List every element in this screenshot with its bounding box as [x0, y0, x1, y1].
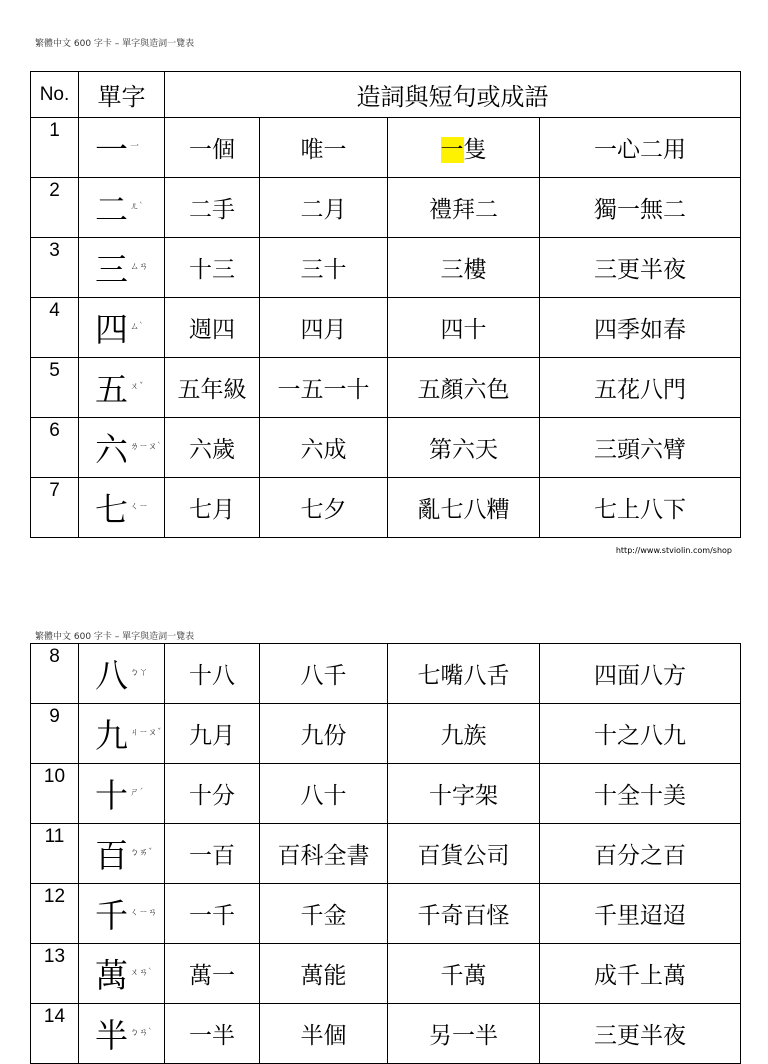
- phrase-cell: 一千: [165, 884, 260, 944]
- row-number: 10: [31, 764, 79, 824]
- phrase-cell: 禮拜二: [388, 178, 540, 238]
- vocab-character: [79, 764, 165, 824]
- character-glyph: 百: [95, 836, 128, 875]
- zhuyin-annotation: 一: [130, 142, 140, 152]
- table-row: [31, 478, 741, 538]
- phrase-cell: 二手: [165, 178, 260, 238]
- vocab-character: [79, 178, 165, 238]
- phrase-cell: 三頭六臂: [540, 418, 741, 478]
- character-glyph: 三: [95, 250, 128, 289]
- zhuyin-annotation: ㄙˋ: [130, 322, 144, 332]
- zhuyin-annotation: ㄙㄢ: [130, 262, 149, 272]
- phrase-cell: 十之八九: [540, 704, 741, 764]
- phrase-cell: 三樓: [388, 238, 540, 298]
- row-number: 2: [31, 178, 79, 238]
- row-number: 6: [31, 418, 79, 478]
- phrase-cell: 二月: [260, 178, 388, 238]
- phrase-cell: 四月: [260, 298, 388, 358]
- phrase-cell: 五花八門: [540, 358, 741, 418]
- character-glyph: 五: [95, 370, 128, 409]
- character-glyph: 十: [95, 776, 128, 815]
- phrase-cell: 十三: [165, 238, 260, 298]
- phrase-cell: 七月: [165, 478, 260, 538]
- row-number: 3: [31, 238, 79, 298]
- character-glyph: 一: [95, 130, 128, 169]
- phrase-cell: 一半: [165, 1004, 260, 1064]
- vocab-character: [79, 944, 165, 1004]
- page-header: 繁體中文 600 字卡 – 單字與造詞一覽表: [35, 632, 195, 642]
- phrase-cell: 八千: [260, 644, 388, 704]
- column-header-phrases: 造詞與短句或成語: [165, 72, 741, 118]
- phrase-cell: 一五一十: [260, 358, 388, 418]
- phrase-cell: 千金: [260, 884, 388, 944]
- row-number: 4: [31, 298, 79, 358]
- vocab-character: [79, 704, 165, 764]
- row-number: 8: [31, 644, 79, 704]
- character-glyph: 八: [95, 656, 128, 695]
- phrase-cell: 九月: [165, 704, 260, 764]
- character-glyph: 九: [95, 716, 128, 755]
- phrase-text: 隻: [463, 137, 487, 163]
- phrase-cell: 第六天: [388, 418, 540, 478]
- row-number: 14: [31, 1004, 79, 1064]
- character-glyph: 萬: [95, 956, 128, 995]
- phrase-cell: 唯一: [260, 118, 388, 178]
- phrase-cell: 八十: [260, 764, 388, 824]
- row-number: 1: [31, 118, 79, 178]
- phrase-cell: 七嘴八舌: [388, 644, 540, 704]
- vocab-character: [79, 824, 165, 884]
- phrase-cell: 萬一: [165, 944, 260, 1004]
- phrase-cell: 七夕: [260, 478, 388, 538]
- phrase-cell: [388, 118, 540, 178]
- phrase-cell: 三更半夜: [540, 1004, 741, 1064]
- vocab-table: [30, 643, 741, 1064]
- phrase-cell: 五年級: [165, 358, 260, 418]
- phrase-cell: 千里迢迢: [540, 884, 741, 944]
- phrase-cell: 半個: [260, 1004, 388, 1064]
- character-glyph: 四: [95, 310, 128, 349]
- phrase-cell: 四季如春: [540, 298, 741, 358]
- row-number: 7: [31, 478, 79, 538]
- table-row: [31, 358, 741, 418]
- phrase-cell: 百貨公司: [388, 824, 540, 884]
- phrase-cell: 六歲: [165, 418, 260, 478]
- phrase-cell: 獨一無二: [540, 178, 741, 238]
- phrase-cell: 十全十美: [540, 764, 741, 824]
- phrase-cell: 另一半: [388, 1004, 540, 1064]
- zhuyin-annotation: ㄅㄢˋ: [130, 1028, 153, 1038]
- phrase-cell: 六成: [260, 418, 388, 478]
- vocab-table-body: [31, 644, 741, 1064]
- character-glyph: 半: [95, 1016, 128, 1055]
- table-row: [31, 178, 741, 238]
- table-row: [31, 884, 741, 944]
- vocab-character: [79, 884, 165, 944]
- vocab-character: [79, 644, 165, 704]
- phrase-cell: 百科全書: [260, 824, 388, 884]
- phrase-cell: 一百: [165, 824, 260, 884]
- table-row: [31, 1004, 741, 1064]
- zhuyin-annotation: ㄕˊ: [130, 788, 144, 798]
- table-row: [31, 238, 741, 298]
- phrase-cell: 百分之百: [540, 824, 741, 884]
- vocab-table-body: [31, 72, 741, 538]
- character-glyph: 二: [95, 190, 128, 229]
- zhuyin-annotation: ㄨㄢˋ: [130, 968, 153, 978]
- vocab-character: [79, 418, 165, 478]
- phrase-cell: 三更半夜: [540, 238, 741, 298]
- vocab-character: [79, 1004, 165, 1064]
- zhuyin-annotation: ㄑㄧ: [130, 502, 149, 512]
- vocab-character: [79, 118, 165, 178]
- phrase-cell: 週四: [165, 298, 260, 358]
- character-glyph: 六: [95, 430, 128, 469]
- phrase-cell: 五顏六色: [388, 358, 540, 418]
- table-row: [31, 944, 741, 1004]
- phrase-cell: 四十: [388, 298, 540, 358]
- vocab-character: [79, 478, 165, 538]
- phrase-cell: 成千上萬: [540, 944, 741, 1004]
- page-header: 繁體中文 600 字卡 – 單字與造詞一覽表: [35, 39, 195, 49]
- zhuyin-annotation: ㄅㄚ: [130, 668, 149, 678]
- phrase-cell: 十分: [165, 764, 260, 824]
- row-number: 5: [31, 358, 79, 418]
- vocab-table: [30, 71, 741, 538]
- vocab-character: [79, 358, 165, 418]
- phrase-cell: 十八: [165, 644, 260, 704]
- phrase-cell: 一心二用: [540, 118, 741, 178]
- vocab-character: [79, 298, 165, 358]
- character-glyph: 七: [95, 490, 128, 529]
- row-number: 9: [31, 704, 79, 764]
- phrase-cell: 一個: [165, 118, 260, 178]
- column-header-char: 單字: [79, 72, 165, 118]
- table-row: [31, 418, 741, 478]
- phrase-cell: 九族: [388, 704, 540, 764]
- phrase-cell: 三十: [260, 238, 388, 298]
- phrase-cell: 七上八下: [540, 478, 741, 538]
- table-row: [31, 764, 741, 824]
- table-row: [31, 298, 741, 358]
- row-number: 13: [31, 944, 79, 1004]
- row-number: 12: [31, 884, 79, 944]
- table-row: [31, 118, 741, 178]
- phrase-cell: 千萬: [388, 944, 540, 1004]
- zhuyin-annotation: ㄨˇ: [130, 382, 144, 392]
- column-header-no: No.: [31, 72, 79, 118]
- table-header-row: [31, 72, 741, 118]
- phrase-cell: 千奇百怪: [388, 884, 540, 944]
- zhuyin-annotation: ㄌㄧㄡˋ: [130, 442, 162, 452]
- zhuyin-annotation: ㄐㄧㄡˇ: [130, 728, 162, 738]
- phrase-cell: 亂七八糟: [388, 478, 540, 538]
- row-number: 11: [31, 824, 79, 884]
- highlighted-text: 一: [440, 137, 464, 163]
- phrase-cell: 萬能: [260, 944, 388, 1004]
- zhuyin-annotation: ㄅㄞˇ: [130, 848, 153, 858]
- phrase-cell: 四面八方: [540, 644, 741, 704]
- table-row: [31, 644, 741, 704]
- zhuyin-annotation: ㄦˋ: [130, 202, 144, 212]
- phrase-cell: 九份: [260, 704, 388, 764]
- footer-url[interactable]: http://www.stviolin.com/shop: [615, 546, 732, 555]
- vocab-character: [79, 238, 165, 298]
- phrase-cell: 十字架: [388, 764, 540, 824]
- character-glyph: 千: [95, 896, 128, 935]
- table-row: [31, 824, 741, 884]
- zhuyin-annotation: ㄑㄧㄢ: [130, 908, 158, 918]
- table-row: [31, 704, 741, 764]
